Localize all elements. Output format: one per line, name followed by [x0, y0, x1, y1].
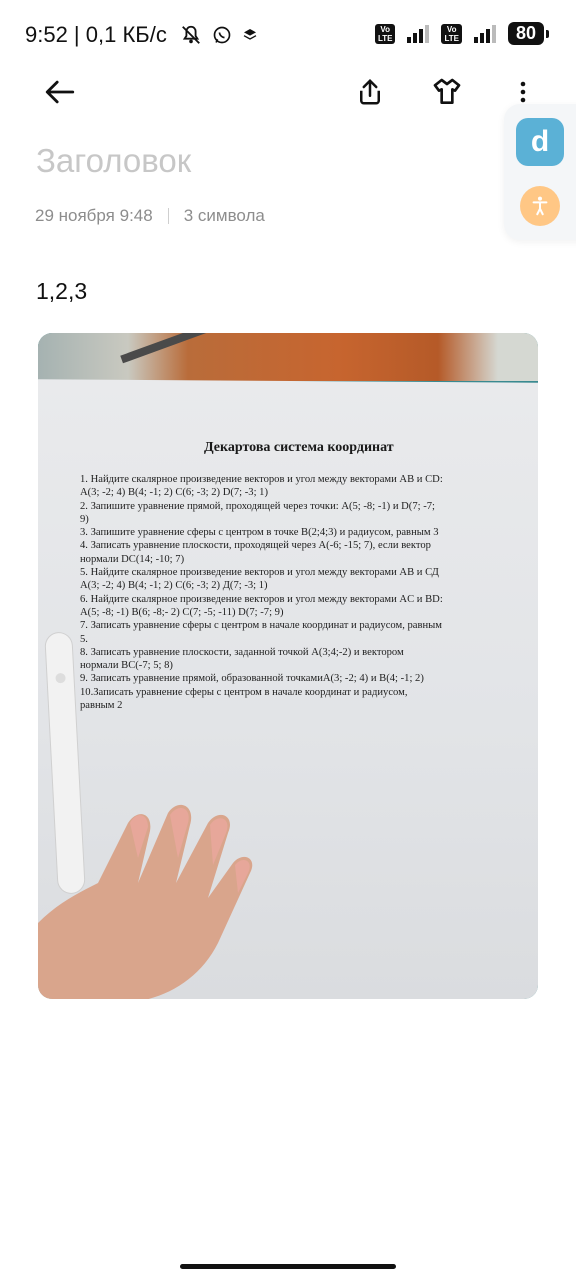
volte-badge-1: Vo LTE: [375, 24, 396, 44]
share-icon: [355, 77, 385, 107]
note-date: 29 ноября 9:48: [35, 206, 153, 225]
arrow-left-icon: [43, 75, 77, 109]
document-line: A(5; -8; -1) B(6; -8;- 2) C(7; -5; -11) D(7; -7; 9): [80, 606, 284, 618]
theme-button[interactable]: [427, 72, 467, 112]
status-left-icons: [180, 24, 258, 46]
document-line: 2. Запишите уравнение прямой, проходящей через точки: A(5; -8; -1) и D(7; -7;: [80, 500, 435, 512]
document-line: 4. Записать уравнение плоскости, проходящей через A(-6; -15; 7), если вектор: [80, 540, 431, 552]
note-title-field[interactable]: Заголовок: [36, 142, 192, 179]
signal-icon: [407, 25, 429, 43]
document-line: нормали BC(-7; 5; 8): [80, 660, 173, 672]
document-line: 9): [80, 513, 89, 525]
document-line: 7. Записать уравнение сферы с центром в начале координат и радиусом, равным: [80, 620, 442, 632]
share-button[interactable]: [350, 72, 390, 112]
attached-photo[interactable]: [38, 333, 538, 999]
whatsapp-icon: [212, 25, 232, 45]
tshirt-icon: [431, 76, 463, 108]
note-body[interactable]: 1,2,3: [36, 278, 88, 304]
document-line: A(3; -2; 4) B(4; -1; 2) C(6; -3; 2) D(7; -3; 1): [80, 487, 269, 499]
status-time: 9:52 | 0,1 КБ/с: [25, 22, 167, 47]
document-line: 1. Найдите скалярное произведение векторов и угол между векторами AB и CD:: [80, 474, 443, 485]
back-button[interactable]: [40, 72, 80, 112]
document-line: 5. Найдите скалярное произведение векторов и угол между векторами АВ и СД: [80, 567, 439, 579]
document-line: нормали DC(14; -10; 7): [80, 553, 185, 565]
more-vertical-icon: [511, 77, 535, 107]
note-meta: [35, 206, 265, 226]
document-line: A(3; -2; 4) B(4; -1; 2) C(6; -3; 2) Д(7; -3; 1): [80, 580, 268, 592]
side-app-button[interactable]: [516, 118, 564, 166]
note-char-count: 3 символа: [183, 206, 265, 225]
home-indicator[interactable]: [180, 1264, 396, 1269]
document-line: равным 2: [80, 700, 123, 712]
meta-divider: [168, 208, 169, 224]
document-text: [80, 473, 512, 712]
floating-side-panel: [504, 104, 576, 240]
document-line: 8. Записать уравнение плоскости, заданной точкой A(3;4;-2) и вектором: [80, 646, 404, 658]
accessibility-button[interactable]: [520, 186, 560, 226]
photo-hand: [38, 803, 278, 999]
volte-badge-2: Vo LTE: [441, 24, 462, 44]
document-line: 9. Записать уравнение прямой, образованной точкамиA(3; -2; 4) и B(4; -1; 2): [80, 673, 424, 685]
app-d-icon: d: [530, 125, 550, 158]
document-line: 5.: [80, 633, 88, 645]
photo-background-table: [38, 333, 538, 381]
document-title: Декартова система координат: [204, 440, 394, 455]
document-line: 6. Найдите скалярное произведение векторов и угол между векторами AC и BD:: [80, 593, 443, 605]
status-right-icons: [375, 22, 544, 45]
document-line: 10.Записать уравнение сферы с центром в начале координат и радиусом,: [80, 686, 408, 698]
layers-icon: [242, 27, 258, 43]
signal-icon-2: [474, 25, 496, 43]
accessibility-icon: [529, 195, 551, 217]
battery-indicator: 80: [508, 22, 544, 45]
status-bar: [0, 0, 576, 70]
bell-muted-icon: [180, 24, 202, 46]
document-line: 3. Запишите уравнение сферы с центром в точке B(2;4;3) и радиусом, равным 3: [80, 527, 439, 539]
